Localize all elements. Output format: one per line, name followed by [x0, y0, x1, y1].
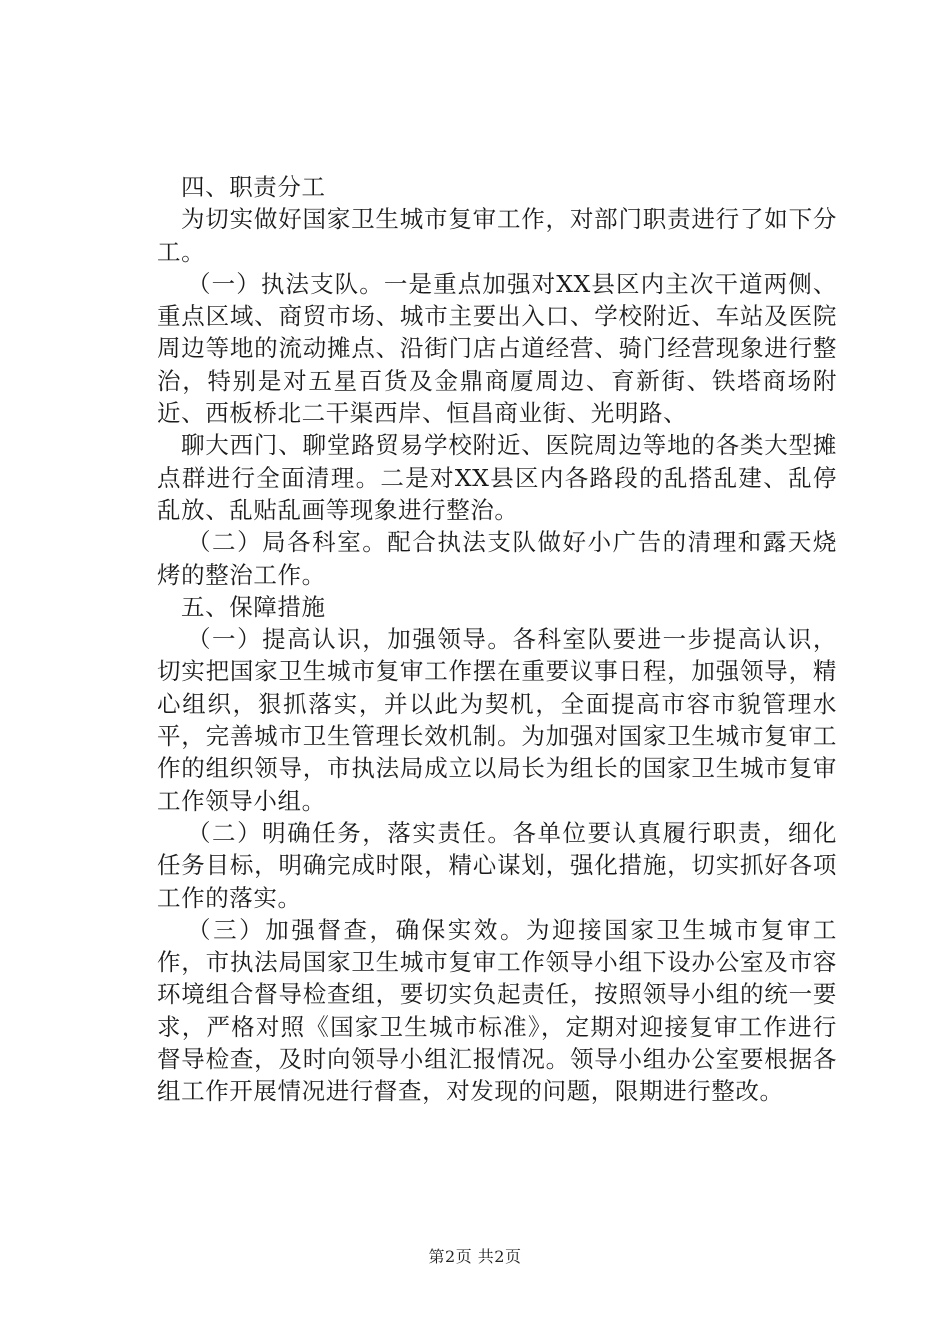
section-heading-safeguards: 五、保障措施: [181, 592, 326, 621]
paragraph-leadership: （一）提高认识，加强领导。各科室队要进一步提高认识，切实把国家卫生城市复审工作摆在重要议事日程，加强领导，精心组织，狠抓落实，并以此为契机，全面提高市容市貌管理水平，完善城市卫生管理长效机制。为加强对国家卫生城市复审工作的组织领导，市执法局成立以局长为组长的国家卫生城市复审工作领导小组。: [157, 625, 837, 815]
section-heading-duties: 四、职责分工: [181, 173, 326, 201]
paragraph-enforcement-team: （一）执法支队。一是重点加强对XX县区内主次干道两侧、重点区域、商贸市场、城市主要出入口、学校附近、车站及医院周边等地的流动摊点、沿街门店占道经营、骑门经营现象进行整治，特别是对五星百货及金鼎商厦周边、育新街、铁塔商场附近、西板桥北二干渠西岸、恒昌商业街、光明路、: [157, 269, 837, 428]
paragraph-responsibility: （二）明确任务，落实责任。各单位要认真履行职责，细化任务目标，明确完成时限，精心谋划，强化措施，切实抓好各项工作的落实。: [157, 818, 837, 912]
paragraph-supervision: （三）加强督查，确保实效。为迎接国家卫生城市复审工作，市执法局国家卫生城市复审工作领导小组下设办公室及市容环境组合督导检查组，要切实负起责任，按照领导小组的统一要求，严格对照《国家卫生城市标准》，定期对迎接复审工作进行督导检查，及时向领导小组汇报情况。领导小组办公室要根据各组工作开展情况进行督查，对发现的问题，限期进行整改。: [157, 915, 837, 1106]
page-number-footer: 第2页 共2页: [428, 1247, 522, 1266]
paragraph-departments: （二）局各科室。配合执法支队做好小广告的清理和露天烧烤的整治工作。: [157, 528, 837, 589]
document-body: [157, 171, 837, 1108]
paragraph-intro: 为切实做好国家卫生城市复审工作，对部门职责进行了如下分工。: [157, 205, 837, 266]
paragraph-enforcement-team-cont: 聊大西门、聊堂路贸易学校附近、医院周边等地的各类大型摊点群进行全面清理。二是对XX县区内各路段的乱搭乱建、乱停乱放、乱贴乱画等现象进行整治。: [157, 431, 837, 524]
